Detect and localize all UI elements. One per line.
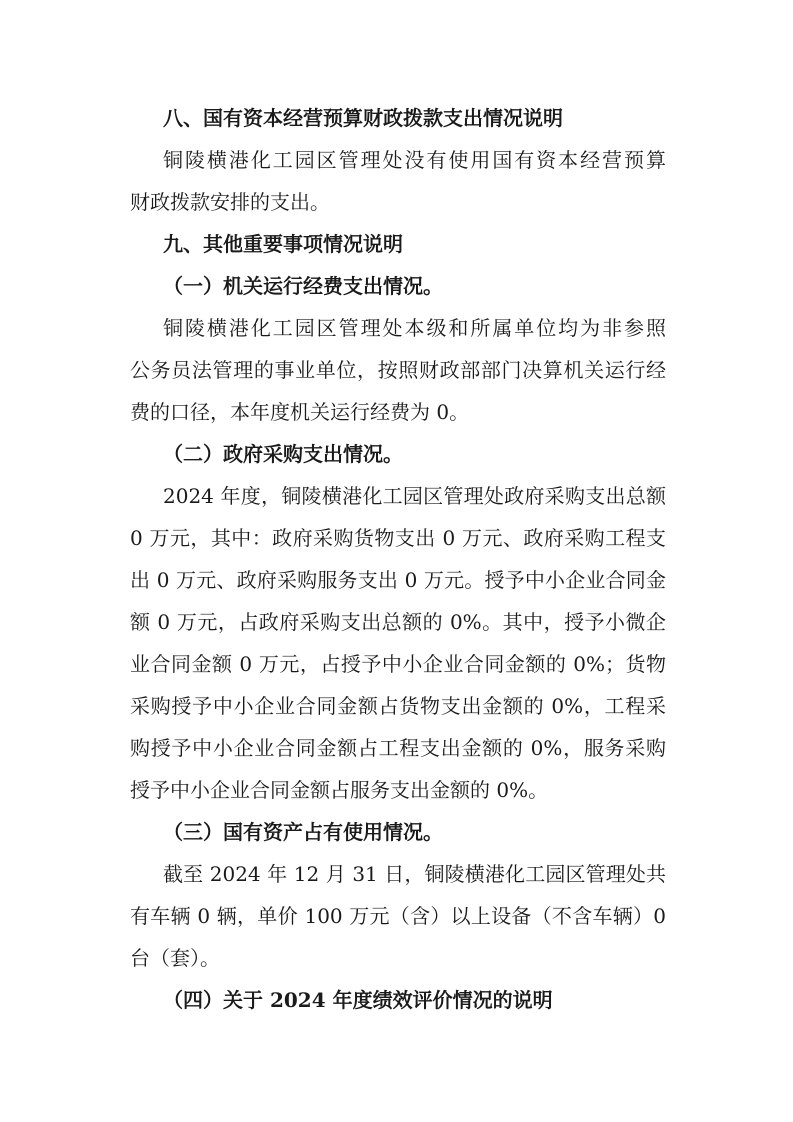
paragraph-line: 业合同金额 0 万元，占授予中小企业合同金额的 0%；货物 (130, 652, 666, 676)
heading-state-capital-budget: 八、国有资本经营预算财政拨款支出情况说明 (163, 106, 563, 130)
subheading-state-assets: （三）国有资产占有使用情况。 (163, 820, 443, 844)
paragraph-line: 公务员法管理的事业单位，按照财政部部门决算机关运行经 (130, 358, 666, 382)
subheading-procurement: （二）政府采购支出情况。 (163, 442, 403, 466)
paragraph-line: 铜陵横港化工园区管理处本级和所属单位均为非参照 (163, 316, 666, 340)
paragraph-line: 出 0 万元、政府采购服务支出 0 万元。授予中小企业合同金 (130, 568, 666, 592)
paragraph-line: 采购授予中小企业合同金额占货物支出金额的 0%，工程采 (130, 694, 666, 718)
paragraph-line: 0 万元，其中：政府采购货物支出 0 万元、政府采购工程支 (130, 526, 666, 550)
paragraph-line: 铜陵横港化工园区管理处没有使用国有资本经营预算 (163, 148, 666, 172)
paragraph-line: 购授予中小企业合同金额占工程支出金额的 0%，服务采购 (130, 736, 666, 760)
paragraph-line: 授予中小企业合同金额占服务支出金额的 0%。 (130, 778, 549, 802)
paragraph-line: 额 0 万元，占政府采购支出总额的 0%。其中，授予小微企 (130, 610, 666, 634)
document-page (130, 97, 666, 1021)
paragraph-line: 财政拨款安排的支出。 (130, 190, 330, 214)
subheading-performance-evaluation: （四）关于 2024 年度绩效评价情况的说明 (163, 988, 553, 1012)
paragraph-line: 台（套）。 (130, 946, 220, 970)
paragraph-line: 有车辆 0 辆，单价 100 万元（含）以上设备（不含车辆）0 (130, 904, 666, 928)
paragraph-line: 2024 年度，铜陵横港化工园区管理处政府采购支出总额 (163, 484, 666, 508)
subheading-operating-expenses: （一）机关运行经费支出情况。 (163, 274, 443, 298)
paragraph-line: 截至 2024 年 12 月 31 日，铜陵横港化工园区管理处共 (163, 862, 666, 886)
paragraph-line: 费的口径，本年度机关运行经费为 0。 (130, 400, 470, 424)
heading-other-matters: 九、其他重要事项情况说明 (163, 232, 403, 256)
